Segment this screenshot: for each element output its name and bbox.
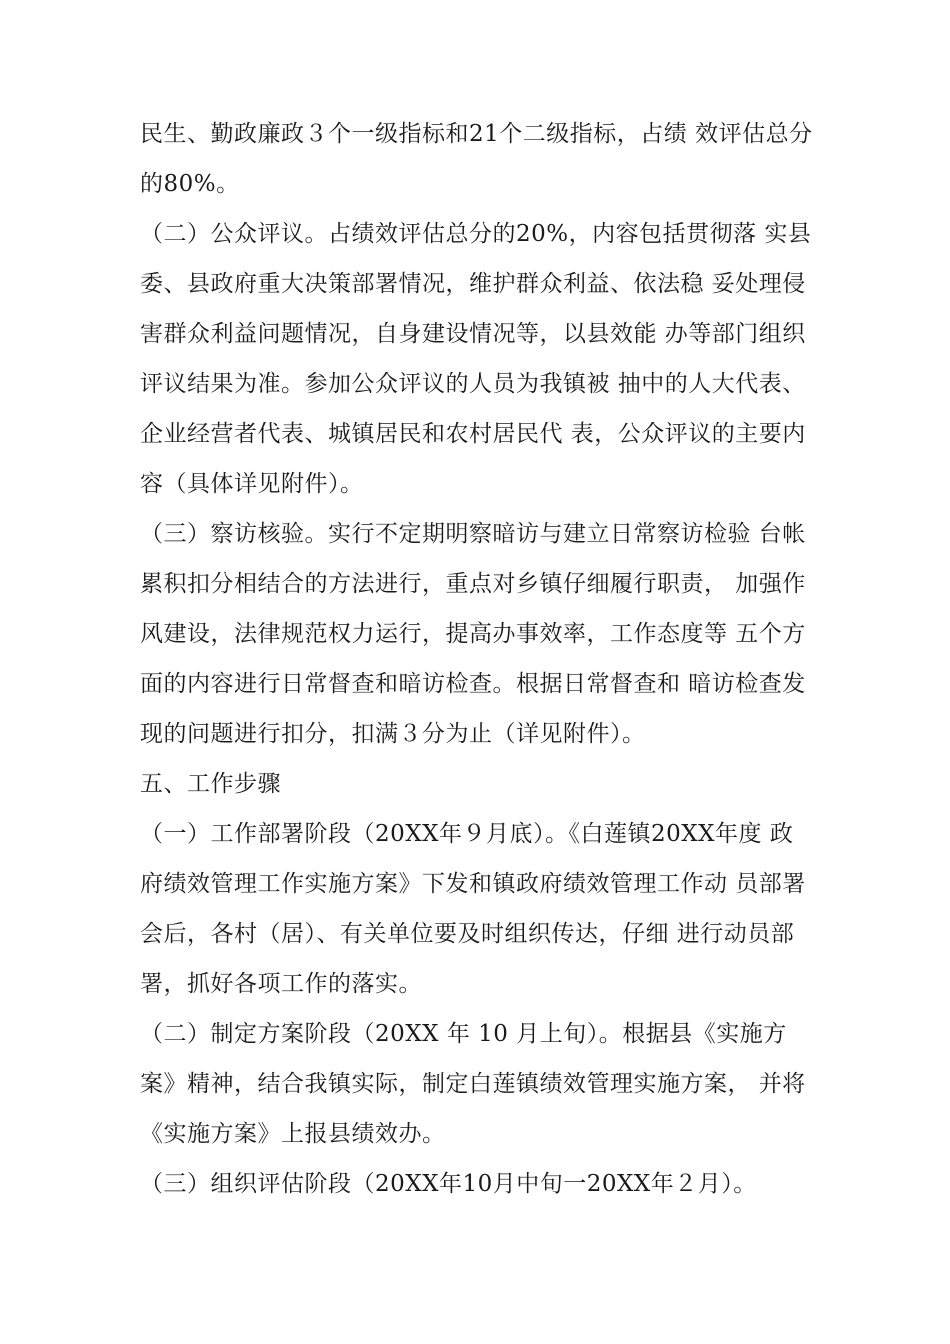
text-line: （二）制定方案阶段（20XX 年 10 月上旬）。根据县《实施方 <box>140 1021 787 1047</box>
text-line: 署，抓好各项工作的落实。 <box>140 971 422 997</box>
text-line: 企业经营者代表、城镇居民和农村居民代 表，公众评议的主要内 <box>140 421 806 447</box>
text-line: 案》精神，结合我镇实际，制定白莲镇绩效管理实施方案， 并将 <box>140 1071 806 1097</box>
text-line: 评议结果为准。参加公众评议的人员为我镇被 抽中的人大代表、 <box>140 371 806 397</box>
text-line: 风建设，法律规范权力运行，提高办事效率，工作态度等 五个方 <box>140 621 806 647</box>
text-line: 累积扣分相结合的方法进行，重点对乡镇仔细履行职责， 加强作 <box>140 571 806 597</box>
text-line: （二）公众评议。占绩效评估总分的20%，内容包括贯彻落 实县 <box>140 221 812 247</box>
text-line: 会后，各村（居）、有关单位要及时组织传达，仔细 进行动员部 <box>140 921 795 947</box>
text-line: 现的问题进行扣分，扣满３分为止（详见附件）。 <box>140 721 646 747</box>
text-line: （三）组织评估阶段（20XX年10月中旬一20XX年２月）。 <box>140 1171 757 1197</box>
text-line: 《实施方案》上报县绩效办。 <box>140 1121 446 1147</box>
text-line: 容（具体详见附件）。 <box>140 471 364 497</box>
text-line: 面的内容进行日常督查和暗访检查。根据日常督查和 暗访检查发 <box>140 671 806 697</box>
text-line: 害群众利益问题情况，自身建设情况等，以县效能 办等部门组织 <box>140 321 806 347</box>
text-line: 民生、勤政廉政３个一级指标和21个二级指标，占绩 效评估总分 <box>140 121 813 147</box>
section-heading: 五、工作步骤 <box>140 771 281 797</box>
text-line: （三）察访核验。实行不定期明察暗访与建立日常察访检验 台帐 <box>140 521 806 547</box>
text-line: 府绩效管理工作实施方案》下发和镇政府绩效管理工作动 员部署 <box>140 871 806 897</box>
text-line: 委、县政府重大决策部署情况，维护群众利益、依法稳 妥处理侵 <box>140 271 806 297</box>
text-line: （一）工作部署阶段（20XX年９月底）。《白莲镇20XX年度 政 <box>140 821 794 847</box>
text-line: 的80%。 <box>140 171 240 197</box>
